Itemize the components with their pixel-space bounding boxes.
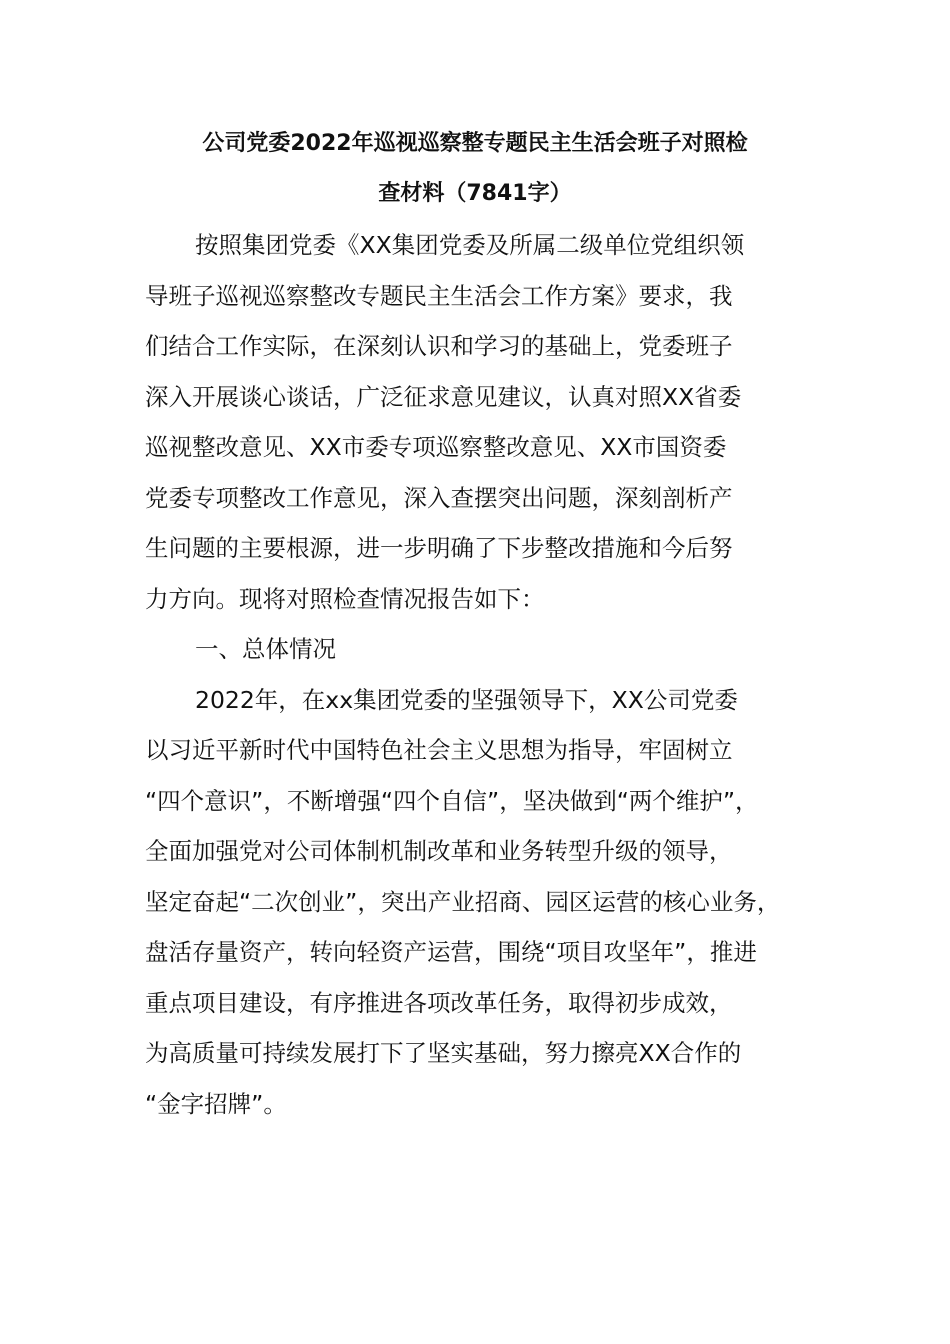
paragraph-line: 按照集团党委《XX集团党委及所属二级单位党组织领: [195, 231, 745, 259]
paragraph-line: 导班子巡视巡察整改专题民主生活会工作方案》要求，我: [145, 282, 733, 310]
paragraph-line: 深入开展谈心谈话，广泛征求意见建议，认真对照XX省委: [145, 383, 742, 411]
paragraph-line: 力方向。现将对照检查情况报告如下：: [145, 585, 545, 613]
paragraph-line: 党委专项整改工作意见，深入查摆突出问题，深刻剖析产: [145, 484, 733, 512]
paragraph-line: 全面加强党对公司体制机制改革和业务转型升级的领导，: [145, 837, 733, 865]
section-heading: 一、总体情况: [195, 635, 336, 663]
paragraph-line: 以习近平新时代中国特色社会主义思想为指导，牢固树立: [145, 736, 733, 764]
paragraph-line: 巡视整改意见、XX市委专项巡察整改意见、XX市国资委: [145, 433, 727, 461]
paragraph-line: “金字招牌”。: [145, 1090, 287, 1118]
paragraph-line: 盘活存量资产，转向轻资产运营，围绕“项目攻坚年”，推进: [145, 938, 757, 966]
paragraph-line: 们结合工作实际，在深刻认识和学习的基础上，党委班子: [145, 332, 733, 360]
paragraph-line: “四个意识”，不断增强“四个自信”，坚决做到“两个维护”，: [145, 787, 759, 815]
document-title-line-1: 公司党委2022年巡视巡察整专题民主生活会班子对照检: [202, 131, 748, 156]
document-title-line-2: 查材料（7841字）: [378, 181, 572, 206]
paragraph-line: 2022年，在xx集团党委的坚强领导下，XX公司党委: [195, 686, 738, 714]
paragraph-line: 为高质量可持续发展打下了坚实基础，努力擦亮XX合作的: [145, 1039, 742, 1067]
paragraph-line: 坚定奋起“二次创业”，突出产业招商、园区运营的核心业务，: [145, 888, 781, 916]
paragraph-line: 重点项目建设，有序推进各项改革任务，取得初步成效，: [145, 989, 733, 1017]
paragraph-line: 生问题的主要根源，进一步明确了下步整改措施和今后努: [145, 534, 733, 562]
